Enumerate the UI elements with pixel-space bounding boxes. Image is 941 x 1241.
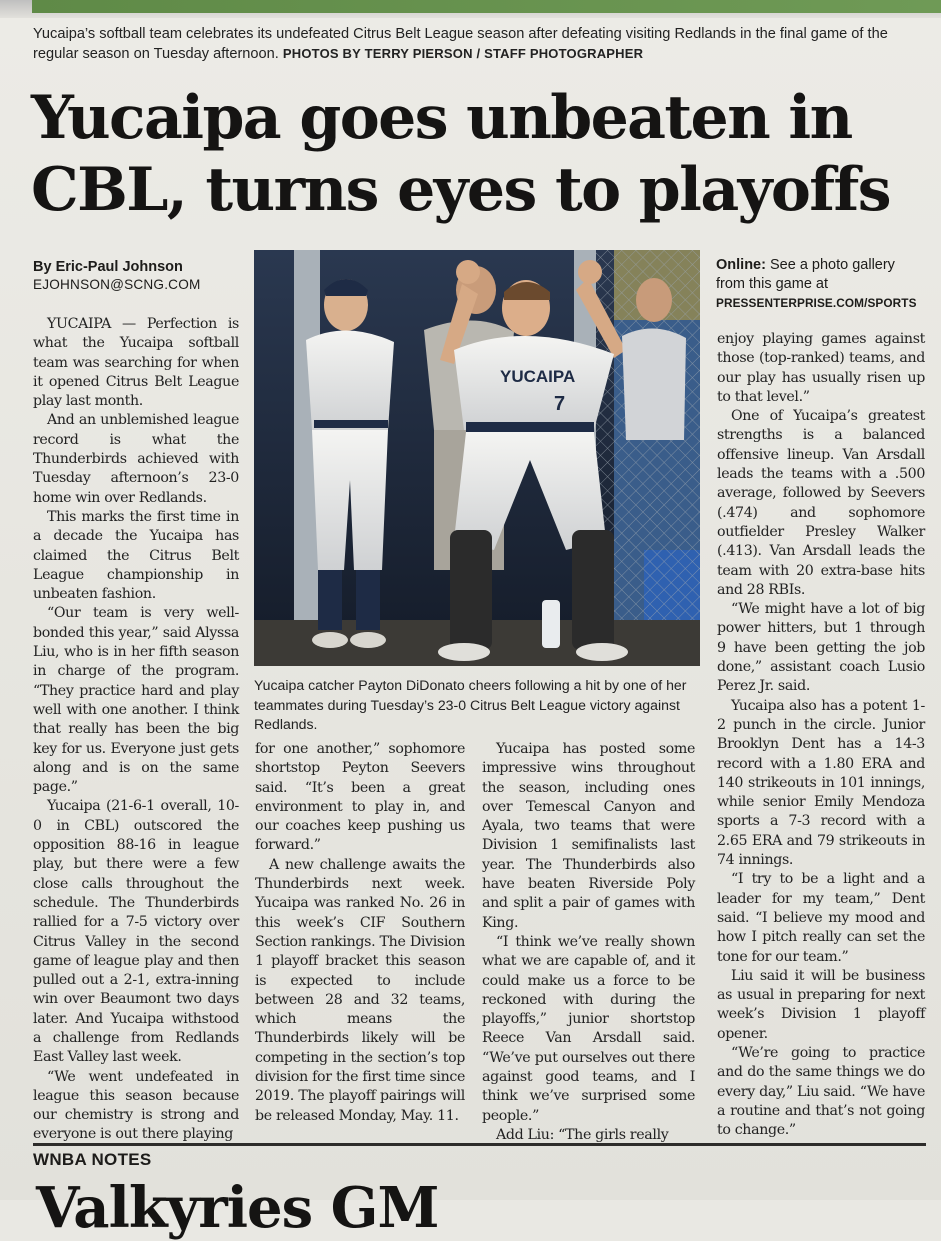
jersey-number: 7 <box>554 393 566 415</box>
section-label: WNBA NOTES <box>33 1150 152 1169</box>
next-headline: Valkyries GM <box>36 1175 439 1241</box>
paragraph: “I think we’ve really shown what we are capable of, and it could make us a force to be reckoned with during the playoffs,” junior shortstop Reece Van Arsdall said. “We’ve put ourselves out there against good teams, and I think we’ve surprised some people.” <box>482 933 695 1124</box>
paragraph: “We might have a lot of big power hitters, but 1 through 9 have been getting the job done,” assistant coach Lusio Perez Jr. said. <box>717 601 925 695</box>
paragraph: This marks the first time in a decade the Yucaipa has claimed the Citrus Belt League championship in unbeaten fashion. <box>33 508 239 603</box>
paragraph: YUCAIPA — Perfection is what the Yucaipa softball team was searching for when it opened Citrus Belt League play last month. <box>33 316 239 410</box>
top-photo-strip <box>32 0 941 13</box>
paragraph: “I try to be a light and a leader for my team,” Dent said. “I believe my mood and how I pitch really can set the tone for our team.” <box>717 871 925 965</box>
top-photo-edge <box>0 0 941 18</box>
online-label: Online: <box>716 257 766 273</box>
paragraph: “We went undefeated in league this season because our chemistry is strong and everyone is out there playing <box>33 1068 239 1143</box>
article-column-4 <box>717 330 925 1140</box>
image-caption: Yucaipa catcher Payton DiDonato cheers following a hit by one of her teammates during Tuesday’s 23-0 Citrus Belt League victory against Redlands. <box>254 677 687 732</box>
byline-email: EJOHNSON@SCNG.COM <box>33 277 201 292</box>
online-promo <box>716 256 926 313</box>
article-column-2 <box>255 740 465 1126</box>
article-column-1 <box>33 315 239 1145</box>
paragraph: Add Liu: “The girls really <box>496 1126 669 1143</box>
online-url: PRESSENTERPRISE.COM/SPORTS <box>716 296 917 310</box>
byline-name: By Eric-Paul Johnson <box>33 259 183 275</box>
paragraph: enjoy playing games against those (top-ranked) teams, and our play has usually risen up to that level.” <box>717 331 925 405</box>
paragraph: Yucaipa also has a potent 1-2 punch in the circle. Junior Brooklyn Dent has a 14-3 record with a 1.80 ERA and 140 strikeouts in 101 innings, while senior Emily Mendoza sports a 7-3 record with a 2.65 ERA and 79 strikeouts in 74 innings. <box>717 697 925 869</box>
paragraph: Liu said it will be business as usual in preparing for next week’s Division 1 playoff opener. <box>717 967 925 1042</box>
water-bottle <box>542 600 560 648</box>
paragraph: Yucaipa has posted some impressive wins throughout the season, including ones over Temescal Canyon and Ayala, two teams that were Division 1 semifinalists last year. The Thunderbirds also have beaten Riverside Poly and split a pair of games with King. <box>482 741 695 931</box>
paragraph: A new challenge awaits the Thunderbirds next week. Yucaipa was ranked No. 26 in this week’s CIF Southern Section rankings. The Division 1 playoff bracket this season is expected to include between 28 and 32 teams, which means the Thunderbirds likely will be competing in the section’s top division for the first time since 2019. The playoff pairings will be released Monday, May. 11. <box>255 856 465 1124</box>
headline: Yucaipa goes unbeaten in CBL, turns eyes to playoffs <box>31 83 890 225</box>
next-headline-clip <box>0 1175 941 1241</box>
paragraph: One of Yucaipa’s greatest strengths is a balanced offensive lineup. Van Arsdall leads the teams with a .500 average, followed by Seevers (.474) and sophomore outfielder Presley Walker (.413). Van Arsdall leads the team with 20 extra-base hits and 28 RBIs. <box>717 408 925 598</box>
paragraph: for one another,” sophomore shortstop Peyton Seevers said. “It’s been a great environment to play in, and our coaches keep pushing us forward.” <box>255 741 465 854</box>
softball-dugout-photo <box>254 250 700 666</box>
online-text: See a photo gallery from this game at <box>716 257 895 292</box>
top-photo-caption-text: Yucaipa’s softball team celebrates its undefeated Citrus Belt League season after defeating visiting Redlands in the final game of the regular season on Tuesday afternoon. <box>33 26 888 62</box>
top-photo-caption <box>33 24 913 64</box>
paragraph: And an unblemished league record is what the Thunderbirds achieved with Tuesday afternoon’s 23-0 home win over Redlands. <box>33 412 239 506</box>
article-photo <box>254 250 700 666</box>
paragraph: Yucaipa (21-6-1 overall, 10-0 in CBL) outscored the opposition 88-16 in league play, but there were a few close calls throughout the schedule. The Thunderbirds rallied for a 7-5 victory over Citrus Valley in the second game of league play and then pulled out a 2-1, extra-inning win over Beaumont two days later. And Yucaipa withstood a challenge from Redlands East Valley last week. <box>33 798 239 1066</box>
jersey-text: YUCAIPA <box>500 367 576 386</box>
paragraph: “Our team is very well-bonded this year,” said Alyssa Liu, who is in her fifth season in charge of the program. “They practice hard and play well with one another. I think that really has been the big key for us. Everyone just gets along and is on the same page.” <box>33 605 239 796</box>
photo-credit: PHOTOS BY TERRY PIERSON / STAFF PHOTOGRAPHER <box>282 46 644 61</box>
byline <box>33 259 253 292</box>
section-divider <box>33 1143 926 1146</box>
article-column-3 <box>482 740 695 1145</box>
paragraph: “We’re going to practice and do the same things we do every day,” Liu said. “We have a routine and that’s not going to change.” <box>717 1044 925 1139</box>
